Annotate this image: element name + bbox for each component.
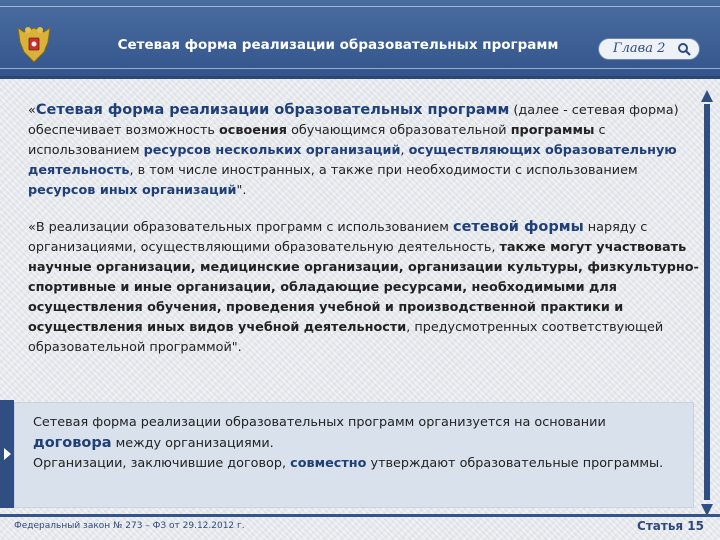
text-highlight: ресурсов иных организаций	[28, 183, 237, 198]
text-segment: между организациями.	[111, 436, 274, 451]
footer-divider	[0, 514, 720, 517]
text-segment: , в том числе иностранных, а также при необходимости с использованием	[129, 163, 638, 178]
chapter-label: Глава 2	[613, 41, 666, 56]
text-segment: Организации, заключившие договор,	[33, 456, 291, 471]
footer-law-reference: Федеральный закон № 273 – ФЗ от 29.12.2012 г.	[14, 521, 245, 531]
text-segment: утверждают образовательные программы.	[366, 456, 664, 471]
text-bold: освоения	[219, 123, 287, 138]
text-bold: программы	[510, 123, 595, 138]
main-text	[28, 100, 700, 374]
text-highlight: сетевой формы	[452, 219, 584, 235]
summary-text	[33, 413, 683, 474]
search-icon[interactable]	[677, 42, 691, 56]
scrollbar-track[interactable]	[704, 104, 710, 500]
summary-line-1	[33, 413, 683, 454]
term-network-form: Сетевая форма реализации образовательных программ	[35, 102, 510, 118]
text-bold: также могут участвовать научные организации, медицинские организации, организации культуры, физкультурно-спортивные и иные организации, обладающие ресурсами, необходимыми для осуществления обучения, проведения учебной и производственной практики и осуществления иных видов учебной деятельности	[28, 240, 699, 335]
header-bar	[0, 0, 720, 79]
panel-toggle-tab[interactable]	[0, 400, 14, 508]
open-quote: «	[28, 103, 36, 118]
text-segment: , предусмотренных соответствующей образовательной программой".	[28, 320, 664, 355]
text-highlight: договора	[33, 435, 112, 451]
text-segment: с использованием	[28, 123, 606, 158]
text-segment: (далее - сетевая форма) обеспечивает возможность	[28, 103, 679, 138]
triangle-right-icon[interactable]	[4, 448, 11, 460]
scrollbar[interactable]	[700, 88, 714, 518]
header-line-top	[0, 6, 720, 7]
text-segment: ".	[236, 183, 247, 198]
text-segment: наряду с организациями, осуществляющими образовательную деятельность,	[28, 220, 648, 255]
chapter-search-box[interactable]	[598, 38, 700, 60]
paragraph-definition	[28, 100, 700, 201]
summary-panel	[14, 402, 694, 508]
scroll-up-icon[interactable]	[700, 88, 714, 104]
text-highlight: совместно	[290, 456, 367, 471]
footer-article-number: Статья 15	[637, 519, 704, 533]
paragraph-participants	[28, 217, 700, 358]
text-segment: «В реализации образовательных программ с использованием	[28, 220, 453, 235]
header-line-bottom	[0, 68, 720, 69]
text-segment: Сетевая форма реализации образовательных программ организуется на основании	[33, 415, 606, 430]
coat-of-arms-icon	[14, 22, 54, 66]
text-segment: обучающимся образовательной	[287, 123, 511, 138]
text-segment: ,	[400, 143, 409, 158]
page-title: Сетевая форма реализации образовательных программ	[117, 37, 559, 53]
text-highlight: осуществляющих образовательную деятельность	[28, 143, 677, 178]
text-highlight: ресурсов нескольких организаций	[143, 143, 401, 158]
summary-line-2	[33, 454, 683, 474]
